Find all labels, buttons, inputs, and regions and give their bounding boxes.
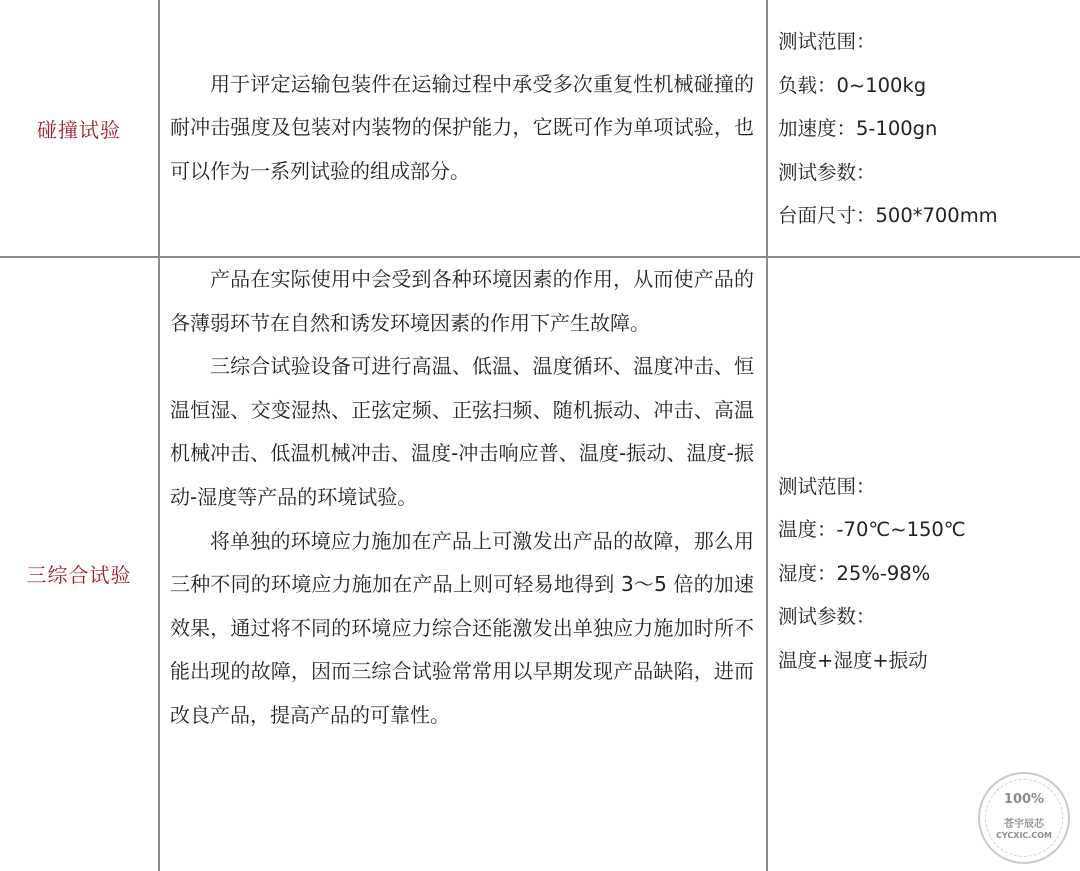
test-name-cell bbox=[0, 257, 159, 871]
description-paragraph: 用于评定运输包装件在运输过程中承受多次重复性机械碰撞的耐冲击强度及包装对内装物的保护能力，它既可作为单项试验，也可以作为一系列试验的组成部分。 bbox=[170, 71, 754, 183]
table-row bbox=[0, 257, 1080, 871]
param-line: 湿度：25%-98% bbox=[778, 561, 931, 585]
description-paragraph: 三综合试验设备可进行高温、低温、温度循环、温度冲击、恒温恒湿、交变湿热、正弦定频、正弦扫频、随机振动、冲击、高温机械冲击、低温机械冲击、温度-冲击响应普、温度-振动、温度-振动-湿度等产品的环境试验。 bbox=[170, 354, 754, 509]
param-line: 测试范围： bbox=[778, 30, 876, 53]
param-line: 温度+湿度+振动 bbox=[778, 648, 928, 672]
test-name: 碰撞试验 bbox=[37, 117, 121, 142]
description-cell bbox=[159, 0, 767, 257]
param-line: 温度：-70℃~150℃ bbox=[778, 518, 966, 542]
param-line: 台面尺寸：500*700mm bbox=[778, 204, 998, 228]
test-name: 三综合试验 bbox=[26, 563, 132, 587]
watermark-url: CYCXIC.COM bbox=[996, 831, 1052, 840]
description-paragraph: 将单独的环境应力施加在产品上可激发出产品的故障，那么用三种不同的环境应力施加在产品上则可轻易地得到 3～5 倍的加速效果，通过将不同的环境应力综合还能激发出单独应力施加时所不能出现的故障，因而三综合试验常常用以早期发现产品缺陷，进而改良产品，提高产品的可靠性。 bbox=[170, 528, 754, 727]
watermark-brand: 苍宇辰芯 bbox=[1004, 819, 1044, 830]
watermark-percent: 100% bbox=[1003, 792, 1045, 807]
param-line: 加速度：5-100gn bbox=[778, 117, 938, 141]
param-line: 测试范围： bbox=[778, 474, 876, 498]
param-line: 测试参数： bbox=[778, 160, 876, 184]
table-row bbox=[0, 0, 1080, 257]
watermark-stamp bbox=[978, 772, 1070, 864]
params-cell bbox=[767, 0, 1080, 257]
param-line: 测试参数： bbox=[778, 605, 876, 629]
test-name-cell bbox=[0, 0, 159, 257]
param-line: 负载：0~100kg bbox=[778, 73, 927, 97]
description-paragraph: 产品在实际使用中会受到各种环境因素的作用，从而使产品的各薄弱环节在自然和诱发环境因素的作用下产生故障。 bbox=[170, 267, 754, 335]
description-cell bbox=[159, 257, 767, 871]
